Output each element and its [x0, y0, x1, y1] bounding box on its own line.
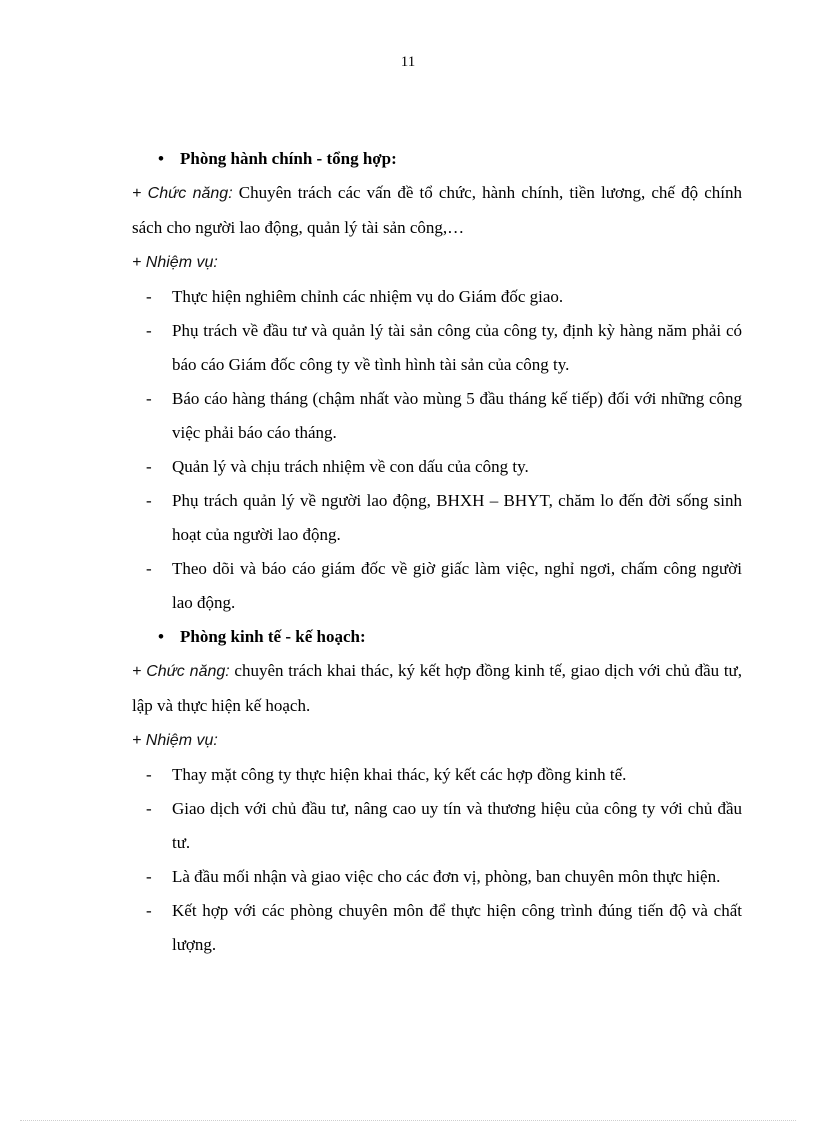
duties-label: + Nhiệm vụ: [132, 254, 218, 271]
duty-item [132, 860, 742, 894]
duty-item [132, 450, 742, 484]
page-bottom-divider [20, 1120, 796, 1121]
dash-icon: - [146, 457, 152, 476]
duty-item [132, 382, 742, 450]
duty-text: Phụ trách về đầu tư và quản lý tài sản công của công ty, định kỳ hàng năm phải có báo cáo Giám đốc công ty về tình hình tài sản của công ty. [172, 321, 742, 374]
section-title: Phòng hành chính - tổng hợp: [180, 149, 397, 168]
function-label: + Chức năng: [132, 185, 233, 202]
duty-text: Theo dõi và báo cáo giám đốc về giờ giấc làm việc, nghỉ ngơi, chấm công người lao động. [172, 559, 742, 612]
duty-text: Kết hợp với các phòng chuyên môn để thực hiện công trình đúng tiến độ và chất lượng. [172, 901, 742, 954]
duty-item [132, 314, 742, 382]
duty-text: Thực hiện nghiêm chỉnh các nhiệm vụ do Giám đốc giao. [172, 287, 564, 306]
dash-icon: - [146, 491, 152, 510]
dash-icon: - [146, 287, 152, 306]
duties-label-line [132, 245, 742, 280]
duty-item [132, 792, 742, 860]
bullet-icon: • [158, 149, 164, 168]
function-text: Chuyên trách các vấn đề tổ chức, hành chính, tiền lương, chế độ chính sách cho người lao động, quản lý tài sản công,… [132, 183, 742, 237]
page-number: 11 [400, 54, 416, 70]
duty-item [132, 894, 742, 962]
duties-label: + Nhiệm vụ: [132, 732, 218, 749]
function-text: chuyên trách khai thác, ký kết hợp đồng kinh tế, giao dịch với chủ đầu tư, lập và thực hiện kế hoạch. [132, 661, 743, 715]
duty-text: Giao dịch với chủ đầu tư, nâng cao uy tín và thương hiệu của công ty với chủ đầu tư. [172, 799, 742, 852]
function-label: + Chức năng: [132, 663, 230, 680]
duty-item [132, 758, 742, 792]
dash-icon: - [146, 901, 152, 920]
bullet-icon: • [158, 627, 164, 646]
section-heading-administration [132, 142, 742, 176]
duty-item [132, 484, 742, 552]
duty-item [132, 280, 742, 314]
duty-text: Báo cáo hàng tháng (chậm nhất vào mùng 5 đầu tháng kế tiếp) đối với những công việc phải báo cáo tháng. [172, 389, 742, 442]
document-body [132, 142, 742, 962]
dash-icon: - [146, 799, 152, 818]
duties-label-line [132, 723, 742, 758]
section-title: Phòng kinh tế - kế hoạch: [180, 627, 366, 646]
dash-icon: - [146, 559, 152, 578]
section-heading-economic-planning [132, 620, 742, 654]
duty-item [132, 552, 742, 620]
dash-icon: - [146, 765, 152, 784]
duty-text: Thay mặt công ty thực hiện khai thác, ký kết các hợp đồng kinh tế. [172, 765, 627, 784]
dash-icon: - [146, 389, 152, 408]
dash-icon: - [146, 321, 152, 340]
duty-text: Quản lý và chịu trách nhiệm về con dấu của công ty. [172, 457, 529, 476]
duty-text: Phụ trách quản lý về người lao động, BHXH – BHYT, chăm lo đến đời sống sinh hoạt của người lao động. [172, 491, 742, 544]
dash-icon: - [146, 867, 152, 886]
function-paragraph [132, 654, 742, 723]
function-paragraph [132, 176, 742, 245]
duty-text: Là đầu mối nhận và giao việc cho các đơn vị, phòng, ban chuyên môn thực hiện. [172, 867, 721, 886]
